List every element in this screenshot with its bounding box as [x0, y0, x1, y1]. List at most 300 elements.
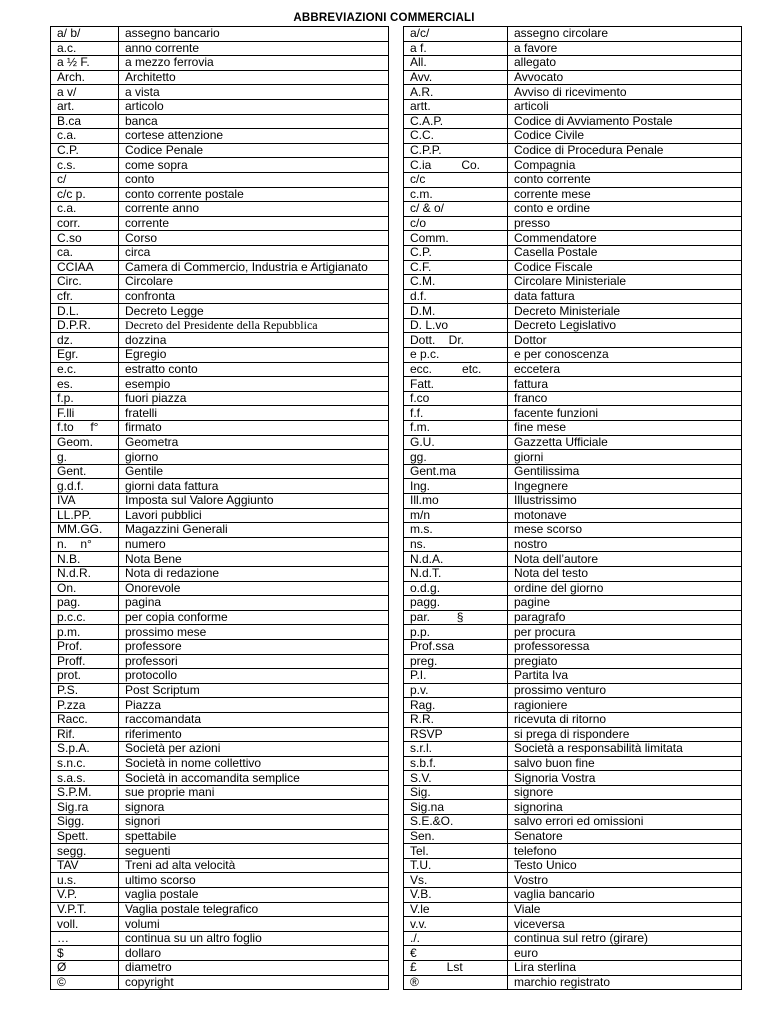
abbreviation-cell: Ing.: [404, 479, 508, 494]
abbreviation-cell: Rag.: [404, 698, 508, 713]
abbreviation-cell: Spett.: [51, 829, 119, 844]
table-row: [404, 479, 742, 494]
abbreviation-cell: Arch.: [51, 70, 119, 85]
meaning-cell: circa: [119, 245, 389, 260]
abbreviation-cell: ©: [51, 975, 119, 990]
meaning-cell: Commendatore: [508, 231, 742, 246]
table-row: [404, 742, 742, 757]
table-row: [51, 377, 389, 392]
meaning-cell: Onorevole: [119, 581, 389, 596]
table-row: [51, 552, 389, 567]
table-row: [404, 377, 742, 392]
table-row: [51, 348, 389, 363]
meaning-cell: Nota del testo: [508, 566, 742, 581]
table-row: [404, 187, 742, 202]
meaning-cell: paragrafo: [508, 610, 742, 625]
table-row: [404, 85, 742, 100]
abbreviation-cell: a ½ F.: [51, 56, 119, 71]
abbreviation-cell: C.P.: [51, 143, 119, 158]
abbreviation-cell: Gent.: [51, 464, 119, 479]
table-row: [404, 669, 742, 684]
meaning-cell: data fattura: [508, 289, 742, 304]
table-row: [51, 931, 389, 946]
meaning-cell: facente funzioni: [508, 406, 742, 421]
table-row: [404, 800, 742, 815]
table-row: [51, 698, 389, 713]
meaning-cell: numero: [119, 537, 389, 552]
meaning-cell: ricevuta di ritorno: [508, 712, 742, 727]
abbreviation-cell: Ø: [51, 961, 119, 976]
meaning-cell: Corso: [119, 231, 389, 246]
abbreviation-cell: …: [51, 931, 119, 946]
meaning-cell: come sopra: [119, 158, 389, 173]
abbreviation-cell: g.: [51, 450, 119, 465]
table-row: [404, 902, 742, 917]
meaning-cell: professoressa: [508, 639, 742, 654]
table-row: [404, 552, 742, 567]
table-row: [404, 245, 742, 260]
abbreviation-cell: Ill.mo: [404, 494, 508, 509]
abbreviation-cell: Sig.ra: [51, 800, 119, 815]
meaning-cell: Decreto Legge: [119, 304, 389, 319]
abbreviation-cell: n. n°: [51, 537, 119, 552]
abbreviation-cell: par. §: [404, 610, 508, 625]
table-row: [404, 362, 742, 377]
table-row: [51, 421, 389, 436]
meaning-cell: Egregio: [119, 348, 389, 363]
meaning-cell: Codice Civile: [508, 129, 742, 144]
abbreviation-cell: gg.: [404, 450, 508, 465]
meaning-cell: diametro: [119, 961, 389, 976]
abbreviation-cell: A.R.: [404, 85, 508, 100]
meaning-cell: marchio registrato: [508, 975, 742, 990]
meaning-cell: giorni: [508, 450, 742, 465]
abbreviation-cell: es.: [51, 377, 119, 392]
table-row: [404, 975, 742, 990]
abbreviation-cell: £ Lst: [404, 961, 508, 976]
meaning-cell: Post Scriptum: [119, 683, 389, 698]
table-row: [404, 712, 742, 727]
table-row: [404, 654, 742, 669]
meaning-cell: sue proprie mani: [119, 785, 389, 800]
meaning-cell: Codice Fiscale: [508, 260, 742, 275]
meaning-cell: Nota dell’autore: [508, 552, 742, 567]
table-row: [51, 756, 389, 771]
meaning-cell: continua su un altro foglio: [119, 931, 389, 946]
meaning-cell: presso: [508, 216, 742, 231]
table-row: [404, 27, 742, 42]
table-row: [51, 56, 389, 71]
abbreviation-cell: ./.: [404, 931, 508, 946]
abbreviation-cell: C.M.: [404, 275, 508, 290]
table-row: [404, 318, 742, 333]
table-row: [51, 450, 389, 465]
abbreviation-cell: segg.: [51, 844, 119, 859]
abbreviation-cell: P.S.: [51, 683, 119, 698]
meaning-cell: Circolare: [119, 275, 389, 290]
abbreviation-cell: F.lli: [51, 406, 119, 421]
table-row: [404, 698, 742, 713]
abbreviation-cell: p.p.: [404, 625, 508, 640]
table-row: [404, 494, 742, 509]
meaning-cell: pagina: [119, 596, 389, 611]
table-row: [404, 348, 742, 363]
abbreviation-cell: S.p.A.: [51, 742, 119, 757]
meaning-cell: volumi: [119, 917, 389, 932]
abbreviation-cell: LL.PP.: [51, 508, 119, 523]
abbreviation-cell: c/ & o/: [404, 202, 508, 217]
meaning-cell: motonave: [508, 508, 742, 523]
meaning-cell: conto corrente postale: [119, 187, 389, 202]
abbreviation-cell: Avv.: [404, 70, 508, 85]
meaning-cell: prossimo mese: [119, 625, 389, 640]
meaning-cell: ultimo scorso: [119, 873, 389, 888]
abbreviation-cell: D.P.R.: [51, 318, 119, 333]
meaning-cell: nostro: [508, 537, 742, 552]
table-row: [51, 27, 389, 42]
abbreviation-cell: preg.: [404, 654, 508, 669]
abbreviation-cell: R.R.: [404, 712, 508, 727]
meaning-cell: Codice di Avviamento Postale: [508, 114, 742, 129]
table-row: [51, 41, 389, 56]
table-row: [404, 333, 742, 348]
table-row: [51, 391, 389, 406]
abbreviation-cell: m/n: [404, 508, 508, 523]
table-row: [51, 231, 389, 246]
abbreviation-cell: Comm.: [404, 231, 508, 246]
table-row: [51, 318, 389, 333]
meaning-cell: Decreto Ministeriale: [508, 304, 742, 319]
meaning-cell: banca: [119, 114, 389, 129]
abbreviation-cell: f.co: [404, 391, 508, 406]
abbreviation-cell: V.le: [404, 902, 508, 917]
meaning-cell: allegato: [508, 56, 742, 71]
meaning-cell: raccomandata: [119, 712, 389, 727]
meaning-cell: confronta: [119, 289, 389, 304]
meaning-cell: seguenti: [119, 844, 389, 859]
abbreviation-cell: art.: [51, 99, 119, 114]
meaning-cell: Magazzini Generali: [119, 523, 389, 538]
meaning-cell: Ingegnere: [508, 479, 742, 494]
table-row: [51, 275, 389, 290]
meaning-cell: signore: [508, 785, 742, 800]
table-row: [404, 129, 742, 144]
meaning-cell: a vista: [119, 85, 389, 100]
abbreviation-cell: Fatt.: [404, 377, 508, 392]
table-row: [51, 304, 389, 319]
abbreviation-cell: T.U.: [404, 858, 508, 873]
abbreviation-cell: Gent.ma: [404, 464, 508, 479]
abbreviation-cell: Dott. Dr.: [404, 333, 508, 348]
table-row: [404, 523, 742, 538]
meaning-cell: dozzina: [119, 333, 389, 348]
abbreviation-cell: C.so: [51, 231, 119, 246]
table-row: [51, 172, 389, 187]
table-row: [404, 931, 742, 946]
meaning-cell: signora: [119, 800, 389, 815]
meaning-cell: franco: [508, 391, 742, 406]
abbreviation-cell: e.c.: [51, 362, 119, 377]
abbreviation-cell: p.m.: [51, 625, 119, 640]
table-row: [51, 435, 389, 450]
abbreviation-cell: N.d.A.: [404, 552, 508, 567]
table-row: [404, 464, 742, 479]
abbreviation-cell: o.d.g.: [404, 581, 508, 596]
meaning-cell: pregiato: [508, 654, 742, 669]
abbreviation-cell: prot.: [51, 669, 119, 684]
table-row: [404, 216, 742, 231]
meaning-cell: viceversa: [508, 917, 742, 932]
table-row: [51, 537, 389, 552]
meaning-cell: Lavori pubblici: [119, 508, 389, 523]
table-row: [404, 625, 742, 640]
table-row: [404, 858, 742, 873]
meaning-cell: pagine: [508, 596, 742, 611]
abbreviation-cell: c/c: [404, 172, 508, 187]
table-row: [404, 961, 742, 976]
meaning-cell: fuori piazza: [119, 391, 389, 406]
table-row: [404, 917, 742, 932]
abbreviation-cell: u.s.: [51, 873, 119, 888]
table-row: [404, 202, 742, 217]
table-row: [404, 844, 742, 859]
abbreviation-cell: Sig.: [404, 785, 508, 800]
abbreviation-cell: a/c/: [404, 27, 508, 42]
meaning-cell: mese scorso: [508, 523, 742, 538]
abbreviation-cell: N.d.T.: [404, 566, 508, 581]
meaning-cell: Società in accomandita semplice: [119, 771, 389, 786]
meaning-cell: riferimento: [119, 727, 389, 742]
abbreviation-cell: C.C.: [404, 129, 508, 144]
meaning-cell: ragioniere: [508, 698, 742, 713]
table-row: [404, 158, 742, 173]
table-row: [51, 260, 389, 275]
table-row: [51, 888, 389, 903]
table-row: [51, 596, 389, 611]
table-row: [404, 508, 742, 523]
table-row: [51, 917, 389, 932]
meaning-cell: telefono: [508, 844, 742, 859]
table-row: [404, 435, 742, 450]
abbreviation-cell: s.a.s.: [51, 771, 119, 786]
table-row: [404, 275, 742, 290]
meaning-cell: estratto conto: [119, 362, 389, 377]
abbreviation-cell: a v/: [51, 85, 119, 100]
abbreviation-cell: D.M.: [404, 304, 508, 319]
table-row: [51, 114, 389, 129]
table-row: [404, 888, 742, 903]
meaning-cell: Avvocato: [508, 70, 742, 85]
meaning-cell: Nota di redazione: [119, 566, 389, 581]
abbreviation-cell: g.d.f.: [51, 479, 119, 494]
table-row: [404, 756, 742, 771]
table-row: [404, 260, 742, 275]
table-row: [51, 639, 389, 654]
meaning-cell: Treni ad alta velocità: [119, 858, 389, 873]
abbreviation-cell: s.b.f.: [404, 756, 508, 771]
meaning-cell: Viale: [508, 902, 742, 917]
meaning-cell: Partita Iva: [508, 669, 742, 684]
abbreviation-cell: a/ b/: [51, 27, 119, 42]
table-row: [404, 143, 742, 158]
table-row: [404, 815, 742, 830]
abbreviation-cell: C.ia Co.: [404, 158, 508, 173]
page-title: ABBREVIAZIONI COMMERCIALI: [293, 12, 475, 24]
table-row: [51, 844, 389, 859]
meaning-cell: Casella Postale: [508, 245, 742, 260]
abbreviation-cell: Rif.: [51, 727, 119, 742]
meaning-cell: Piazza: [119, 698, 389, 713]
meaning-cell: salvo errori ed omissioni: [508, 815, 742, 830]
table-row: [51, 333, 389, 348]
abbreviation-cell: Sigg.: [51, 815, 119, 830]
abbreviation-cell: Racc.: [51, 712, 119, 727]
table-row: [404, 581, 742, 596]
table-row: [404, 946, 742, 961]
abbreviation-cell: p.c.c.: [51, 610, 119, 625]
meaning-cell: Avviso di ricevimento: [508, 85, 742, 100]
table-row: [51, 858, 389, 873]
meaning-cell: a mezzo ferrovia: [119, 56, 389, 71]
abbreviation-cell: Geom.: [51, 435, 119, 450]
abbreviation-cell: v.v.: [404, 917, 508, 932]
table-row: [404, 421, 742, 436]
meaning-cell: per procura: [508, 625, 742, 640]
abbreviation-cell: cfr.: [51, 289, 119, 304]
meaning-cell: copyright: [119, 975, 389, 990]
table-row: [404, 56, 742, 71]
table-row: [51, 508, 389, 523]
abbreviation-cell: MM.GG.: [51, 523, 119, 538]
table-row: [51, 202, 389, 217]
abbreviation-cell: B.ca: [51, 114, 119, 129]
meaning-cell: cortese attenzione: [119, 129, 389, 144]
abbreviations-table-left: [50, 26, 389, 990]
abbreviation-cell: m.s.: [404, 523, 508, 538]
meaning-cell: conto corrente: [508, 172, 742, 187]
abbreviation-cell: a f.: [404, 41, 508, 56]
abbreviation-cell: TAV: [51, 858, 119, 873]
meaning-cell: Testo Unico: [508, 858, 742, 873]
table-row: [51, 479, 389, 494]
abbreviation-cell: c.s.: [51, 158, 119, 173]
abbreviation-cell: f.to f°: [51, 421, 119, 436]
table-row: [51, 85, 389, 100]
meaning-cell: Lira sterlina: [508, 961, 742, 976]
table-row: [404, 829, 742, 844]
abbreviation-cell: Tel.: [404, 844, 508, 859]
table-row: [51, 946, 389, 961]
abbreviation-cell: S.P.M.: [51, 785, 119, 800]
table-row: [51, 610, 389, 625]
abbreviation-cell: V.B.: [404, 888, 508, 903]
table-row: [404, 537, 742, 552]
table-row: [404, 99, 742, 114]
meaning-cell: Nota Bene: [119, 552, 389, 567]
meaning-cell: Compagnia: [508, 158, 742, 173]
meaning-cell: giorno: [119, 450, 389, 465]
abbreviation-cell: Prof.: [51, 639, 119, 654]
abbreviation-cell: corr.: [51, 216, 119, 231]
meaning-cell: Decreto Legislativo: [508, 318, 742, 333]
table-row: [51, 829, 389, 844]
meaning-cell: ordine del giorno: [508, 581, 742, 596]
meaning-cell: signorina: [508, 800, 742, 815]
table-row: [404, 304, 742, 319]
table-row: [51, 70, 389, 85]
meaning-cell: Gentilissima: [508, 464, 742, 479]
table-row: [51, 129, 389, 144]
table-row: [51, 771, 389, 786]
abbreviation-cell: f.f.: [404, 406, 508, 421]
table-row: [404, 289, 742, 304]
abbreviation-cell: ns.: [404, 537, 508, 552]
meaning-cell: continua sul retro (girare): [508, 931, 742, 946]
meaning-cell: a favore: [508, 41, 742, 56]
meaning-cell: Dottor: [508, 333, 742, 348]
meaning-cell: giorni data fattura: [119, 479, 389, 494]
table-row: [51, 143, 389, 158]
abbreviation-cell: P.zza: [51, 698, 119, 713]
abbreviation-cell: On.: [51, 581, 119, 596]
table-row: [51, 712, 389, 727]
meaning-cell: fine mese: [508, 421, 742, 436]
meaning-cell: professore: [119, 639, 389, 654]
meaning-cell: Società a responsabilità limitata: [508, 742, 742, 757]
abbreviation-cell: V.P.T.: [51, 902, 119, 917]
abbreviation-cell: c/o: [404, 216, 508, 231]
abbreviation-cell: artt.: [404, 99, 508, 114]
meaning-cell: fratelli: [119, 406, 389, 421]
meaning-cell: Codice di Procedura Penale: [508, 143, 742, 158]
abbreviation-cell: e p.c.: [404, 348, 508, 363]
abbreviation-cell: Vs.: [404, 873, 508, 888]
table-row: [51, 494, 389, 509]
meaning-cell: Società per azioni: [119, 742, 389, 757]
table-row: [51, 362, 389, 377]
meaning-cell: si prega di rispondere: [508, 727, 742, 742]
table-row: [51, 187, 389, 202]
table-row: [51, 406, 389, 421]
meaning-cell: corrente: [119, 216, 389, 231]
table-row: [51, 742, 389, 757]
meaning-cell: conto: [119, 172, 389, 187]
meaning-cell: esempio: [119, 377, 389, 392]
meaning-cell: conto e ordine: [508, 202, 742, 217]
table-row: [404, 683, 742, 698]
table-row: [404, 727, 742, 742]
table-row: [51, 800, 389, 815]
abbreviation-cell: C.F.: [404, 260, 508, 275]
table-row: [51, 566, 389, 581]
meaning-cell: articoli: [508, 99, 742, 114]
meaning-cell: corrente anno: [119, 202, 389, 217]
abbreviation-cell: C.P.P.: [404, 143, 508, 158]
abbreviation-cell: CCIAA: [51, 260, 119, 275]
abbreviation-cell: Sig.na: [404, 800, 508, 815]
meaning-cell: Vostro: [508, 873, 742, 888]
meaning-cell: eccetera: [508, 362, 742, 377]
meaning-cell: anno corrente: [119, 41, 389, 56]
abbreviation-cell: D. L.vo: [404, 318, 508, 333]
meaning-cell: vaglia bancario: [508, 888, 742, 903]
meaning-cell: firmato: [119, 421, 389, 436]
table-row: [404, 70, 742, 85]
abbreviation-cell: G.U.: [404, 435, 508, 450]
abbreviation-cell: C.A.P.: [404, 114, 508, 129]
table-row: [51, 216, 389, 231]
meaning-cell: euro: [508, 946, 742, 961]
